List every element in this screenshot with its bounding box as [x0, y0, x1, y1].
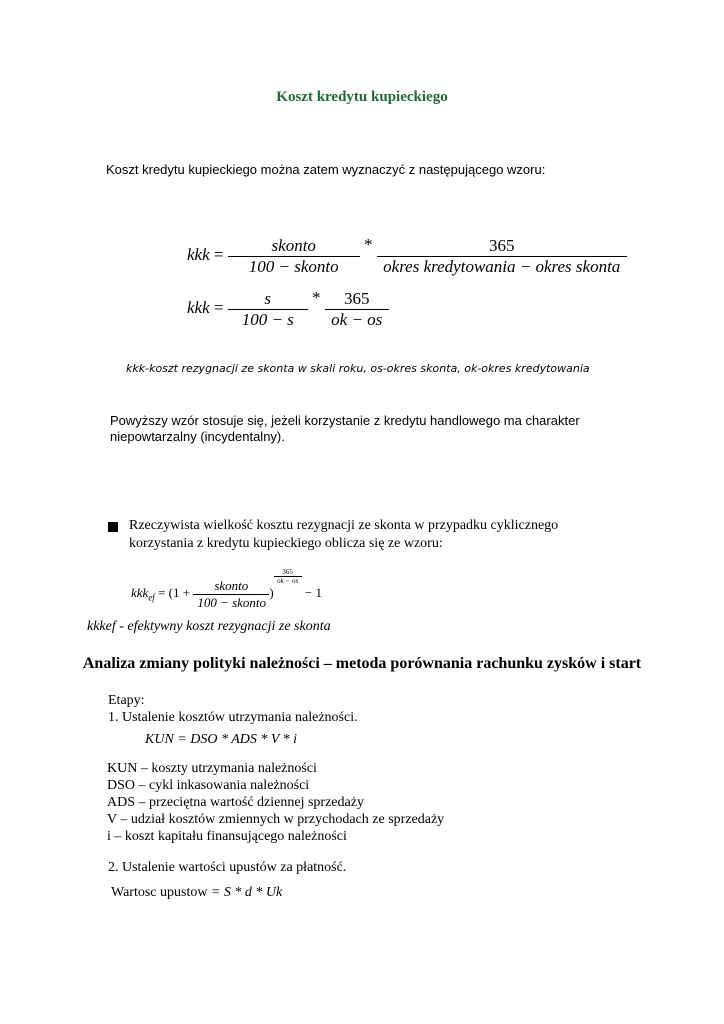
definition-item: V – udział kosztów zmiennych w przychodach ze sprzedaży	[107, 812, 445, 827]
bullet-square-icon	[108, 522, 118, 532]
upust-label: Wartosc upustow	[111, 885, 208, 900]
formula1-den1: 100 − skonto	[228, 256, 360, 277]
formula1-fraction-skonto	[228, 236, 360, 277]
section-heading: Analiza zmiany polityki należności – metoda porównania rachunku zysków i start	[82, 655, 642, 672]
formula3-exp-num: 365	[282, 568, 293, 576]
definition-item: ADS – przeciętna wartość dziennej sprzedaży	[107, 795, 364, 810]
formula2-num1: s	[264, 288, 272, 308]
upust-expr: = S * d * Uk	[210, 885, 283, 900]
definition-item: i – koszt kapitału finansującego należności	[107, 829, 347, 844]
formula3-tail: − 1	[304, 585, 322, 600]
formula1-num1: skonto	[271, 235, 316, 255]
definitions-list	[107, 760, 444, 845]
formula2-fraction-s	[228, 289, 308, 330]
formula1-op: *	[363, 235, 373, 254]
formula2-eq: =	[213, 298, 224, 317]
formula3-exp-den: ok − os	[274, 576, 302, 585]
formula3-sub: ef	[148, 592, 155, 603]
formula-kkk-ef	[131, 568, 322, 611]
formula-kkk-short	[187, 288, 389, 330]
formula3-num: skonto	[214, 577, 249, 593]
formula1-num2: 365	[488, 235, 515, 255]
formula-legend: kkk-koszt rezygnacji ze skonta w skali roku, os-okres skonta, ok-okres kredytowania	[126, 362, 590, 375]
document-title: Koszt kredytu kupieckiego	[276, 89, 448, 105]
formula2-den2: ok − os	[325, 309, 389, 330]
etapy-label: Etapy:	[108, 693, 145, 708]
formula2-op: *	[311, 288, 321, 307]
intro-text: Koszt kredytu kupieckiego można zatem wyznaczyć z następującego wzoru:	[106, 162, 546, 177]
formula3-close: )	[269, 585, 274, 600]
formula-kkk-full	[187, 235, 627, 277]
definition-item: DSO – cykl inkasowania należności	[107, 778, 310, 793]
formula1-fraction-365	[377, 236, 627, 277]
kkkef-caption: kkkef - efektywny koszt rezygnacji ze skonta	[87, 619, 331, 634]
step-2: 2. Ustalenie wartości upustów za płatność.	[108, 860, 347, 875]
formula3-eq: = (1 +	[158, 585, 191, 600]
formula3-exponent	[274, 568, 302, 585]
formula1-den2: okres kredytowania − okres skonta	[377, 256, 627, 277]
incidental-paragraph: Powyższy wzór stosuje się, jeżeli korzystanie z kredytu handlowego ma charakter niepowtarzalny (incydentalny).	[110, 413, 580, 444]
formula2-fraction-365	[325, 289, 389, 330]
step-1: 1. Ustalenie kosztów utrzymania należności.	[108, 710, 358, 725]
formula1-eq: =	[213, 245, 224, 264]
formula3-fraction	[193, 578, 269, 611]
formula2-lhs: kkk	[187, 298, 210, 317]
formula3-den: 100 − skonto	[193, 594, 269, 611]
definition-item: KUN – koszty utrzymania należności	[107, 761, 317, 776]
formula3-lhs: kkk	[131, 585, 149, 600]
kun-formula: KUN = DSO * ADS * V * i	[145, 732, 298, 747]
formula2-num2: 365	[343, 288, 370, 308]
formula1-lhs: kkk	[187, 245, 210, 264]
formula2-den1: 100 − s	[228, 309, 308, 330]
upust-formula	[111, 885, 282, 901]
bullet-text: Rzeczywista wielkość kosztu rezygnacji ze skonta w przypadku cyklicznego korzystania z kredytu kupieckiego oblicza się ze wzoru:	[129, 518, 559, 551]
